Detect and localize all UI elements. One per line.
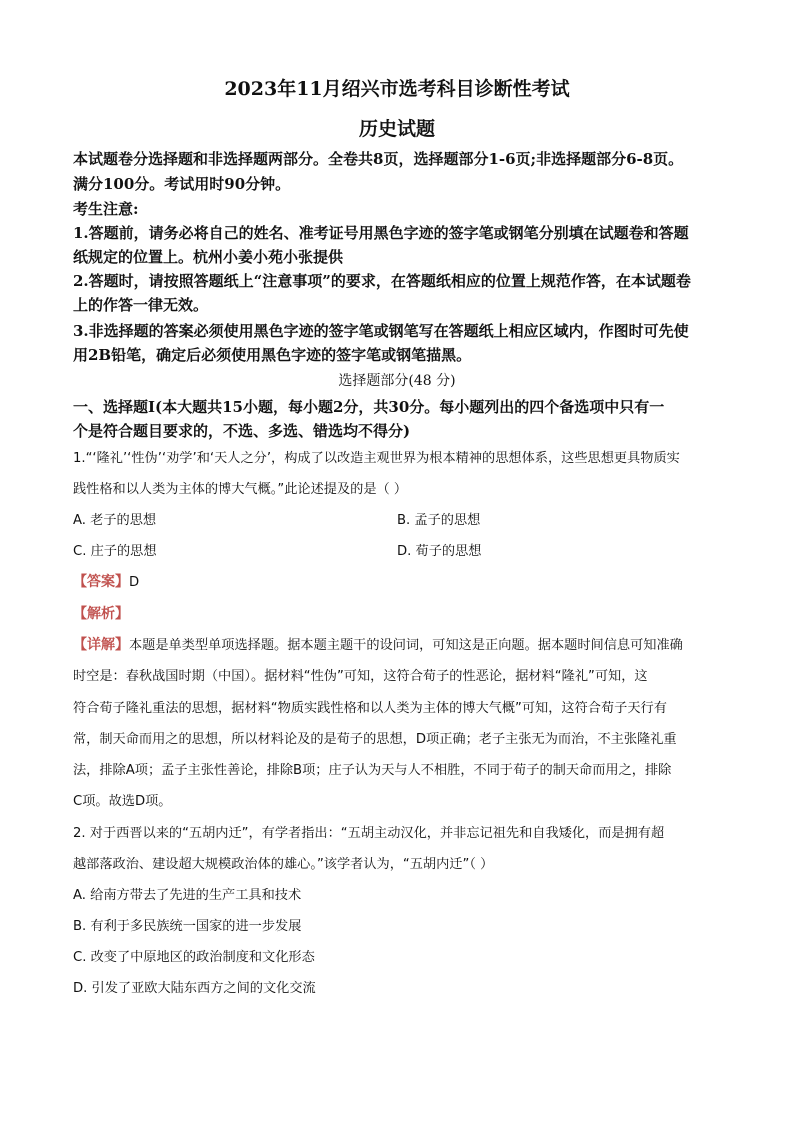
q2-option-c: C. 改变了中原地区的政治制度和文化形态 (73, 950, 315, 965)
notice-3b: 用2B铅笔，确定后必须使用黑色字迹的签字笔或钢笔描黑。 (73, 346, 472, 364)
section-heading: 选择题部分(48 分) (338, 373, 456, 389)
q1-detail-6: C项。故选D项。 (73, 794, 172, 809)
q2-stem-a: 2. 对于西晋以来的“五胡内迁”，有学者指出：“五胡主动汉化，并非忘记祖先和自我矮化，而是拥有超 (73, 826, 665, 841)
notice-3a: 3.非选择题的答案必须使用黑色字迹的签字笔或钢笔写在答题纸上相应区域内，作图时可先使 (73, 322, 689, 340)
part1-line-a: 一、选择题Ⅰ(本大题共15小题，每小题2分，共30分。每小题列出的四个备选项中只有一 (73, 398, 665, 416)
intro-line-2: 满分100分。考试用时90分钟。 (73, 175, 291, 193)
q1-detail-4: 常，制天命而用之的思想，所以材料论及的是荀子的思想，D项正确；老子主张无为而治，不主张隆礼重 (73, 732, 677, 747)
part1-line-b: 个是符合题目要求的，不选、多选、错选均不得分) (73, 422, 411, 440)
q1-stem-a: 1.“‘隆礼’‘性伪’‘劝学’和‘天人之分’，构成了以改造主观世界为根本精神的思想体系，这些思想更具物质实 (73, 451, 680, 466)
notice-2a: 2.答题时，请按照答题纸上“注意事项”的要求，在答题纸相应的位置上规范作答，在本试题卷 (73, 272, 691, 290)
intro-line-1: 本试题卷分选择题和非选择题两部分。全卷共8页，选择题部分1-6页;非选择题部分6-8页。 (73, 150, 684, 168)
notice-2b: 上的作答一律无效。 (73, 296, 209, 314)
notice-title: 考生注意: (73, 200, 139, 218)
detail-text-1: 本题是单类型单项选择题。据本题主题干的设问词，可知这是正向题。据本题时间信息可知准确 (129, 638, 683, 653)
notice-1a: 1.答题前，请务必将自己的姓名、准考证号用黑色字迹的签字笔或钢笔分别填在试题卷和答题 (73, 224, 689, 242)
detail-label: 【详解】 (73, 637, 129, 653)
answer-value: D (129, 575, 140, 590)
q1-option-c: C. 庄子的思想 (73, 544, 157, 559)
q2-option-d: D. 引发了亚欧大陆东西方之间的文化交流 (73, 981, 316, 996)
q1-option-b: B. 孟子的思想 (397, 513, 481, 528)
exam-title: 2023年11月绍兴市选考科目诊断性考试 (224, 78, 570, 100)
q1-detail-2: 时空是：春秋战国时期（中国）。据材料“性伪”可知，这符合荀子的性恶论，据材料“隆礼”可知，这 (73, 669, 648, 684)
q1-analysis (73, 603, 733, 623)
q1-detail-3: 符合荀子隆礼重法的思想，据材料“物质实践性格和以人类为主体的博大气概”可知，这符合荀子天行有 (73, 701, 667, 716)
q2-option-b: B. 有利于多民族统一国家的进一步发展 (73, 919, 302, 934)
q2-stem-b: 越部落政治、建设超大规模政治体的雄心。”该学者认为，“五胡内迁”（ ） (73, 857, 494, 872)
analysis-label: 【解析】 (73, 606, 129, 622)
q1-option-a: A. 老子的思想 (73, 513, 157, 528)
q1-detail-1 (73, 634, 733, 654)
q1-stem-b: 践性格和以人类为主体的博大气概。”此论述提及的是（ ） (73, 482, 408, 497)
answer-label: 【答案】 (73, 574, 129, 590)
q2-option-a: A. 给南方带去了先进的生产工具和技术 (73, 888, 302, 903)
q1-answer (73, 571, 733, 591)
q1-detail-5: 法，排除A项；孟子主张性善论，排除B项；庄子认为天与人不相胜，不同于荀子的制天命而用之，排除 (73, 763, 672, 778)
exam-subtitle: 历史试题 (358, 118, 435, 140)
q1-option-d: D. 荀子的思想 (397, 544, 482, 559)
notice-1b: 纸规定的位置上。杭州小姜小苑小张提供 (73, 248, 344, 266)
